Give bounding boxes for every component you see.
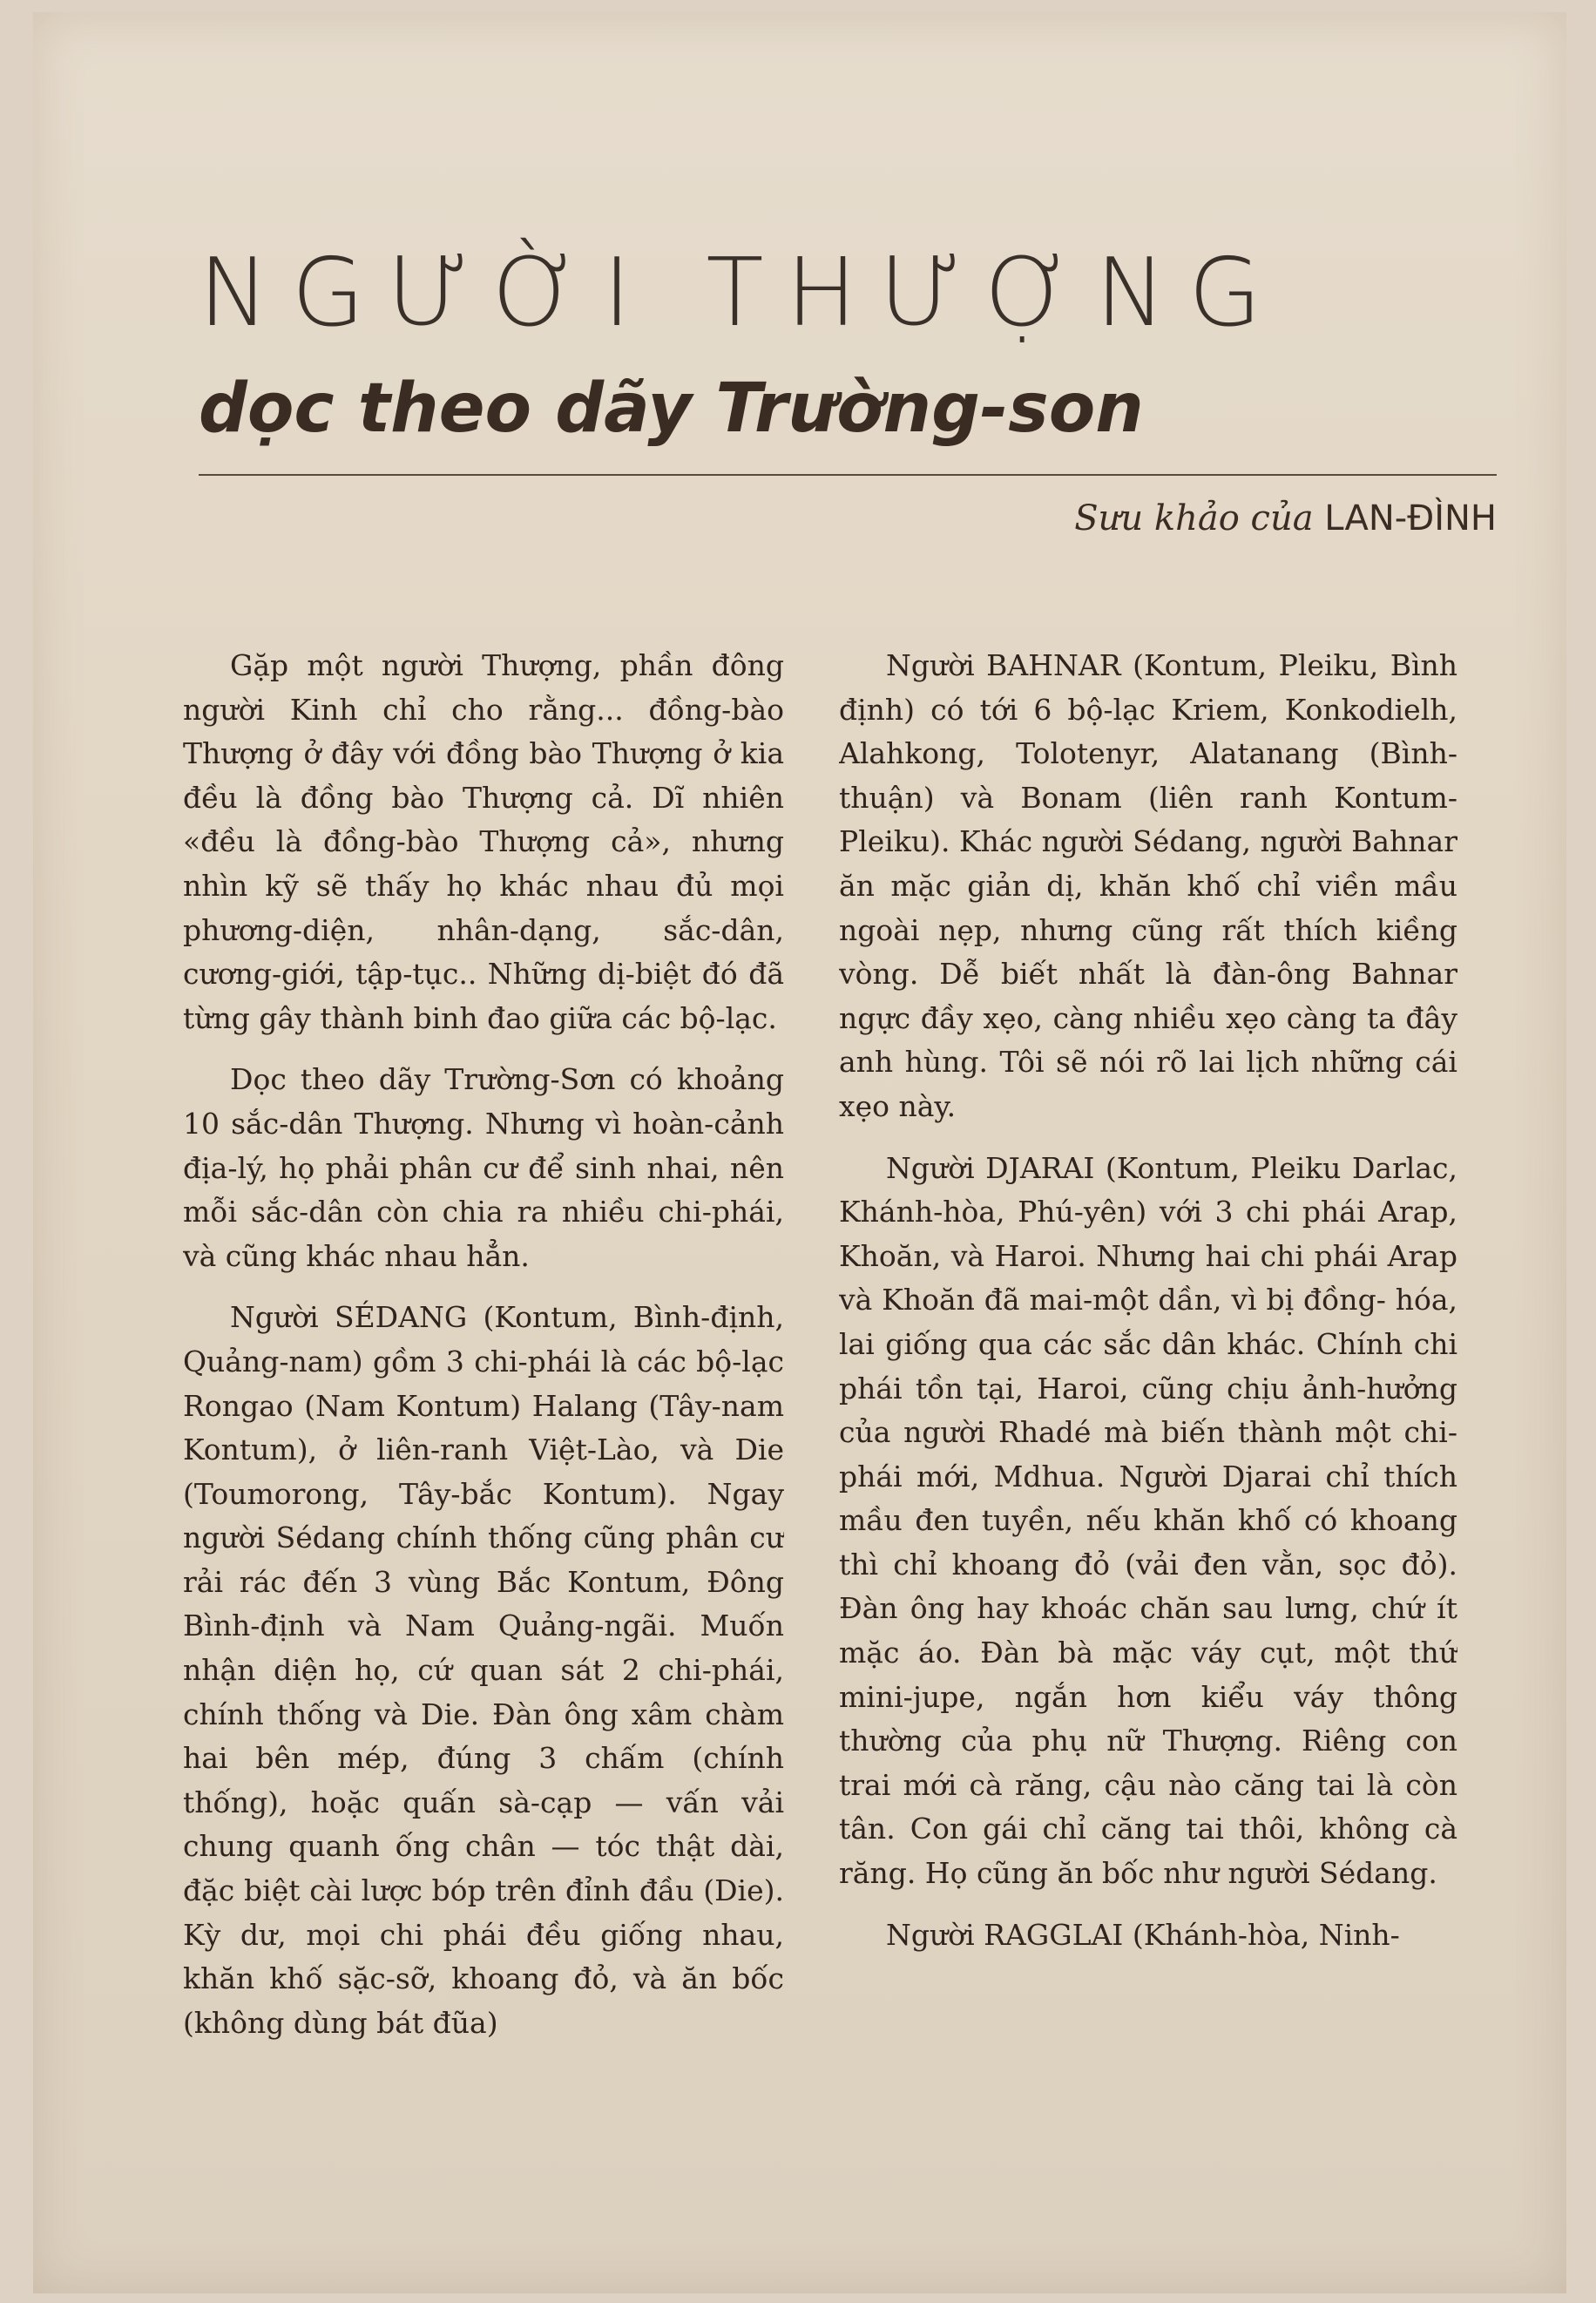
article-subtitle: dọc theo dãy Trường-son xyxy=(199,369,1144,448)
paragraph: Gặp một người Thượng, phần đông người Kinh chỉ cho rằng... đồng-bào Thượng ở đây với đồng bào Thượng ở kia đều là đồng bào Thượng cả. Dĩ nhiên «đều là đồng-bào Thượng cả», nhưng nhìn kỹ sẽ thấy họ khác nhau đủ mọi phương-diện, nhân-dạng, sắc-dân, cương-giới, tập-tục.. Những dị-biệt đó đã từng gây thành binh đao giữa các bộ-lạc. xyxy=(183,648,784,1035)
magazine-page xyxy=(33,12,1566,2293)
paragraph: Người BAHNAR (Kontum, Pleiku, Bình định) có tới 6 bộ-lạc Kriem, Konkodielh, Alahkong, Tolotenyr, Alatanang (Bình-thuận) và Bonam (liên ranh Kontum-Pleiku). Khác người Sédang, người Bahnar ăn mặc giản dị, khăn khố chỉ viền mầu ngoài nẹp, nhưng cũng rất thích kiềng vòng. Dễ biết nhất là đàn-ông Bahnar ngực đầy xẹo, càng nhiều xẹo càng ta đây anh hùng. Tôi sẽ nói rõ lai lịch những cái xẹo này. xyxy=(839,648,1457,1123)
paragraph: Người DJARAI (Kontum, Pleiku Darlac, Khánh-hòa, Phú-yên) với 3 chi phái Arap, Khoăn, và Haroi. Nhưng hai chi phái Arap và Khoăn đã mai-một dần, vì bị đồng- hóa, lai giống qua các sắc dân khác. Chính chi phái tồn tại, Haroi, cũng chịu ảnh-hưởng của người Rhadé mà biến thành một chi-phái mới, Mdhua. Người Djarai chỉ thích mầu đen tuyền, nếu khăn khố có khoang thì chỉ khoang đỏ (vải đen vằn, sọc đỏ). Đàn ông hay khoác chăn sau lưng, chứ ít mặc áo. Đàn bà mặc váy cụt, một thứ mini-jupe, ngắn hơn kiểu váy thông thường của phụ nữ Thượng. Riêng con trai mới cà răng, cậu nào căng tai là còn tân. Con gái chỉ căng tai thôi, không cà răng. Họ cũng ăn bốc như người Sédang. xyxy=(839,1150,1457,1891)
byline-author: LAN-ĐÌNH xyxy=(1324,498,1497,538)
paragraph: Người RAGGLAI (Khánh-hòa, Ninh- xyxy=(886,1917,1400,1952)
paragraph: Dọc theo dãy Trường-Sơn có khoảng 10 sắc-dân Thượng. Nhưng vì hoàn-cảnh địa-lý, họ phải phân cư để sinh nhai, nên mỗi sắc-dân còn chia ra nhiều chi-phái, và cũng khác nhau hẳn. xyxy=(183,1062,784,1273)
byline xyxy=(887,498,1497,538)
paragraph: Người SÉDANG (Kontum, Bình-định, Quảng-nam) gồm 3 chi-phái là các bộ-lạc Rongao (Nam Kontum) Halang (Tây-nam Kontum), ở liên-ranh Việt-Lào, và Die (Toumorong, Tây-bắc Kontum). Ngay người Sédang chính thống cũng phân cư rải rác đến 3 vùng Bắc Kontum, Đông Bình-định và Nam Quảng-ngãi. Muốn nhận diện họ, cứ quan sát 2 chi-phái, chính thống và Die. Đàn ông xâm chàm hai bên mép, đúng 3 chấm (chính thống), hoặc quấn sà-cạp — vấn vải chung quanh ống chân — tóc thật dài, đặc biệt cài lược bóp trên đỉnh đầu (Die). Kỳ dư, mọi chi phái đều giống nhau, khăn khố sặc-sỡ, khoang đỏ, và ăn bốc (không dùng bát đũa) xyxy=(183,1300,784,2040)
title-rule xyxy=(199,474,1497,476)
byline-lead: Sưu khảo của xyxy=(1074,498,1314,538)
left-column xyxy=(183,644,784,2273)
article-title: NGƯỜI THƯỢNG xyxy=(199,239,1284,348)
right-column xyxy=(839,644,1457,2273)
